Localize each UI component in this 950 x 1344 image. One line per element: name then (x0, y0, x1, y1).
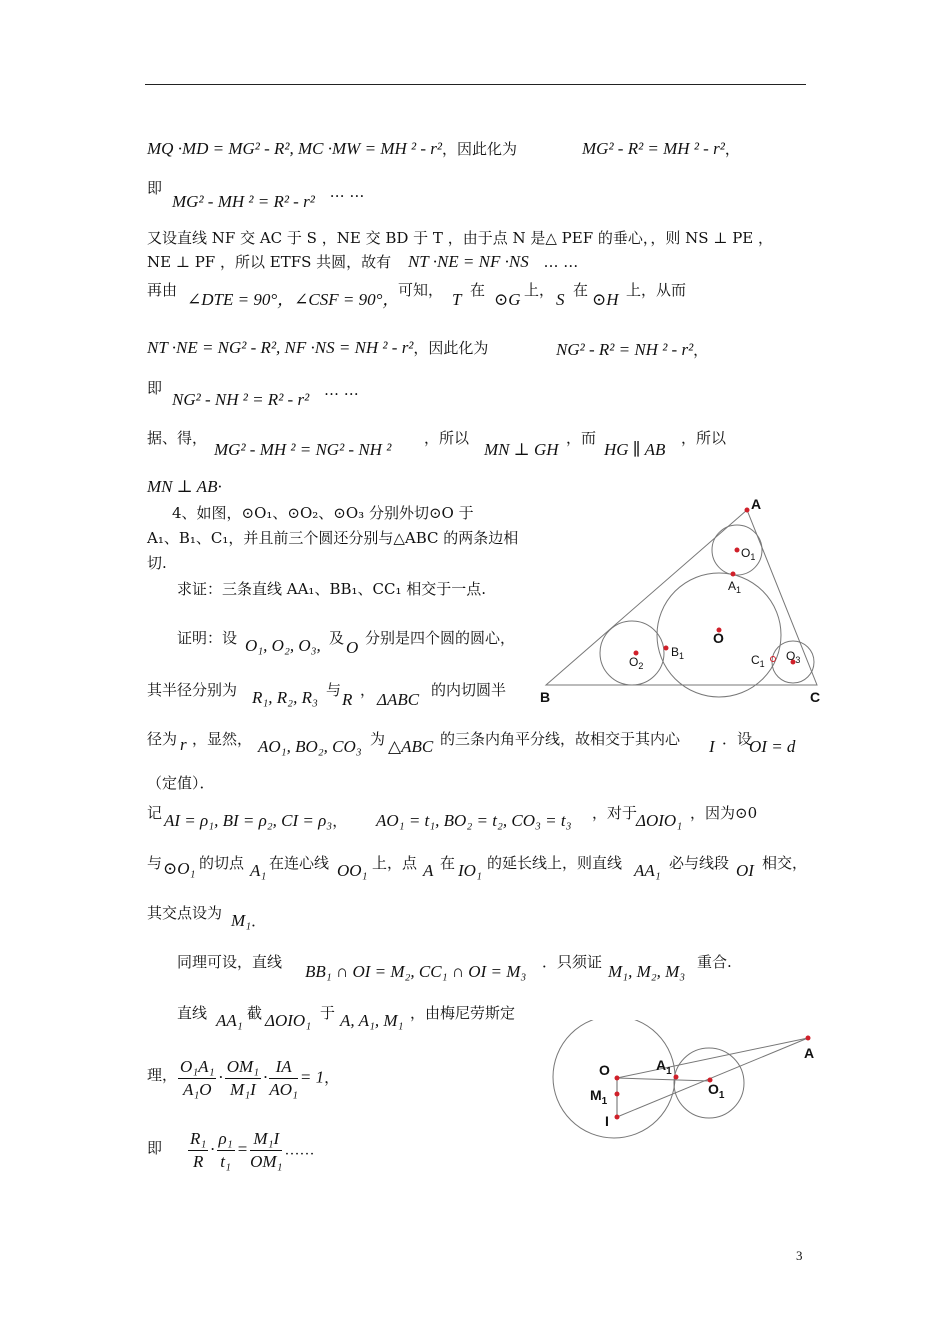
point-a1 (674, 1075, 679, 1080)
formula: △ABC (388, 737, 434, 756)
text: ．设 (722, 730, 753, 748)
formula: M₁, M₂, M₃ (608, 962, 686, 981)
text-line (573, 280, 588, 300)
proof-line (360, 680, 375, 700)
formula: M₁ (231, 911, 252, 930)
formula: S (556, 290, 565, 309)
formula: HG ∥ AB (604, 440, 666, 459)
proof-line (762, 853, 807, 873)
formula: OI = d (749, 737, 796, 756)
label-a: A (804, 1045, 815, 1061)
label-o3: $O_3$ (786, 649, 801, 665)
label-a1: $A_1$ (656, 1057, 672, 1077)
text: A₁、B₁、C₁，并且前三个圆还分别与△ABC 的两条边相 (147, 529, 519, 547)
proof-line (749, 737, 795, 757)
page-number: 3 (796, 1248, 803, 1263)
denominator: M₁I (230, 1080, 256, 1099)
proof-line (163, 859, 195, 879)
formula: BB₁ ∩ OI = M₂, CC₁ ∩ OI = M₃ (305, 962, 527, 981)
problem-line (147, 553, 167, 573)
formula: AI = ρ₁, BI = ρ₂, CI = ρ₃ (164, 811, 333, 830)
text: 上，点 (372, 854, 418, 872)
text: 可知， (398, 281, 444, 299)
formula: NG² - NH ² = R² - r² (172, 390, 310, 409)
proof-line (180, 735, 187, 755)
formula: MN ⊥ GH (484, 440, 559, 459)
proof-line (320, 1003, 335, 1023)
proof-line (329, 628, 344, 648)
line-m1-o1 (617, 1078, 710, 1081)
proof-line (342, 690, 352, 710)
text-line (681, 428, 726, 448)
formula: A, A₁, M₁ (340, 1011, 404, 1030)
text: 其交点设为 (147, 904, 223, 922)
proof-line (340, 1011, 403, 1031)
label-a1: $A_1$ (728, 579, 742, 595)
numerator: M₁I (250, 1128, 282, 1151)
formula: R₁, R₂, R₃ (252, 688, 318, 707)
text: ，显然， (192, 730, 253, 748)
proof-line (669, 853, 729, 873)
text-line (398, 280, 443, 300)
fraction (178, 1056, 216, 1101)
numerator: OM₁ (225, 1056, 261, 1079)
text: 切. (147, 554, 167, 572)
proof-line (147, 1138, 162, 1158)
denominator: OM₁ (250, 1152, 283, 1171)
formula: ΔABC (377, 690, 420, 709)
text-line (484, 440, 559, 460)
text: 4、如图，⊙O₁、⊙O₂、⊙O₃ 分别外切⊙O 于 (172, 504, 474, 522)
formula: MN ⊥ AB· (147, 477, 222, 496)
label-o1: $O_1$ (708, 1081, 725, 1101)
label-c1: $C_1$ (751, 653, 765, 669)
formula: NT ·NE = NF ·NS (407, 252, 529, 271)
point-a (745, 508, 750, 513)
fraction (188, 1128, 208, 1173)
formula: IO₁ (458, 861, 482, 880)
proof-line (164, 811, 347, 831)
text-line (424, 428, 469, 448)
text-line (147, 428, 207, 448)
proof-line (709, 737, 715, 757)
proof-line (265, 1011, 311, 1031)
proof-line (250, 861, 266, 881)
text: ， (332, 812, 348, 830)
text: 必与线段 (669, 854, 730, 872)
proof-line (636, 811, 682, 831)
text: 理， (147, 1066, 178, 1084)
proof-line (365, 628, 515, 648)
formula: ΔOIO₁ (265, 1011, 312, 1030)
text: 的切点 (199, 854, 245, 872)
proof-line (431, 680, 506, 700)
label-m1: $M_1$ (590, 1087, 608, 1107)
text: 据、得， (147, 429, 208, 447)
text: 为 (370, 730, 386, 748)
point-a1 (731, 572, 736, 577)
text: ．只须证 (542, 953, 603, 971)
text: 即 (147, 179, 163, 197)
formula: ΔOIO₁ (636, 811, 683, 830)
proof-line (376, 811, 571, 831)
text-line (556, 290, 565, 310)
proof-line (216, 1011, 243, 1031)
text: ，而 (566, 429, 597, 447)
text: ，所以 (681, 429, 727, 447)
menelaus-equation: $\frac{\text{O₁A₁}}{\text{A₁O}}$ · $\frac{\text{OM₁}}{\text{M₁I}}$ · $\frac{IA}{\text{AO₁}}$ = 1， (180, 1057, 340, 1099)
text: 记 (147, 804, 163, 822)
proof-line (372, 853, 417, 873)
point-a (806, 1036, 811, 1041)
denominator: R (192, 1152, 204, 1171)
text-line (147, 378, 162, 398)
proof-line (326, 680, 341, 700)
text: 重合. (697, 953, 732, 971)
proof-line (192, 729, 252, 749)
text: 上， (524, 281, 555, 299)
proof-line (147, 729, 177, 749)
text: 即 (147, 1139, 163, 1157)
text-line (187, 290, 399, 310)
text: ，因此化为 (413, 339, 489, 357)
formula: OO₁ (337, 861, 368, 880)
proof-line (305, 962, 526, 982)
text: 及 (329, 629, 345, 647)
text-line (452, 290, 461, 310)
fraction (269, 1056, 298, 1101)
formula: T (452, 290, 462, 309)
label-b1: $B_1$ (671, 645, 685, 661)
text-line (566, 428, 596, 448)
text-line (582, 139, 740, 159)
proof-line (199, 853, 244, 873)
point-o1 (735, 548, 740, 553)
numerator: IA (269, 1056, 298, 1079)
denominator: A₁O (182, 1080, 212, 1099)
header-rule (145, 84, 806, 85)
proof-line (690, 803, 757, 823)
proof-line (410, 1003, 515, 1023)
text-line (147, 139, 517, 159)
text: 在 (470, 281, 486, 299)
proof-line (258, 737, 362, 757)
proof-line (147, 680, 237, 700)
text-line (556, 340, 708, 360)
label-o1: $O_1$ (741, 546, 756, 562)
formula: R (342, 690, 353, 709)
proof-line (592, 803, 637, 823)
proof-line (252, 688, 318, 708)
formula: r (180, 735, 187, 754)
proof-line (177, 628, 237, 648)
label-o: O (713, 630, 724, 646)
label-c: C (810, 689, 821, 705)
text: ，所以 (424, 429, 470, 447)
ellipsis: … … (329, 183, 365, 201)
formula: AA₁ (216, 1011, 243, 1030)
proof-line (370, 729, 385, 749)
formula: I (709, 737, 715, 756)
formula: ∠DTE = 90°，∠CSF = 90°， (187, 290, 400, 309)
formula: AA₁ (634, 861, 661, 880)
formula: MG² - R² = MH ² - r² (582, 139, 725, 158)
text: 的延长线上，则直线 (487, 854, 623, 872)
formula: ⊙H (592, 290, 619, 309)
text: 分别是四个圆的圆心， (365, 629, 516, 647)
text: 求证：三条直线 AA₁、BB₁、CC₁ 相交于一点. (177, 580, 487, 598)
formula: AO₁ = t₁, BO₂ = t₂, CO₃ = t₃ (376, 811, 572, 830)
text: ， (324, 1070, 340, 1087)
problem-line (172, 503, 474, 523)
text-line (626, 280, 686, 300)
problem-line (177, 579, 486, 599)
text: 截 (247, 1004, 263, 1022)
label-i: I (605, 1113, 609, 1129)
text-line (147, 228, 773, 248)
formula: MG² - MH ² = R² - r² (172, 192, 315, 211)
ratio-equation: $\frac{\text{R₁}}{R}$ · $\frac{\text{ρ₁}}{\text{t₁}}$ = $\frac{\text{M₁I}}{\text{OM₁}}$ …… (190, 1129, 315, 1171)
formula: NT ·NE = NG² - R², NF ·NS = NH ² - r² (147, 338, 414, 357)
text-line (147, 178, 162, 198)
text: 与 (147, 854, 163, 872)
text: 即 (147, 379, 163, 397)
ellipsis: …… (284, 1142, 315, 1159)
proof-line (377, 690, 419, 710)
proof-line (634, 861, 661, 881)
text-line (470, 280, 485, 300)
text-line (147, 338, 488, 358)
formula: MG² - MH ² = NG² - NH ² (214, 440, 392, 459)
ellipsis: … … (323, 381, 359, 399)
text: ，由梅尼劳斯定 (410, 1004, 516, 1022)
text: 直线 (177, 1004, 208, 1022)
text: 再由 (147, 281, 178, 299)
formula: A (423, 861, 434, 880)
proof-line (440, 729, 680, 749)
formula: OI (736, 861, 754, 880)
proof-line (423, 861, 433, 881)
text: ，对于 (592, 804, 638, 822)
label-o2: $O_2$ (629, 655, 644, 671)
numerator: R₁ (188, 1128, 208, 1151)
proof-line (245, 636, 321, 656)
formula: MQ ·MD = MG² - R², MC ·MW = MH ² - r² (147, 139, 442, 158)
figure-menelaus (550, 1020, 830, 1150)
text: 又设直线 NF 交 AC 于 S ，NE 交 BD 于 T ，由于点 N 是△ PEF 的垂心，，则 NS ⊥ PE ， (147, 229, 774, 247)
line-o-a (617, 1038, 808, 1078)
text: ，因为⊙0 (690, 804, 758, 822)
formula: AO₁, BO₂, CO₃ (258, 737, 362, 756)
point-m1 (615, 1092, 620, 1097)
text-line (172, 183, 365, 212)
text: 与 (326, 681, 342, 699)
text-line (147, 477, 222, 497)
proof-line (147, 1065, 177, 1085)
text-line (147, 252, 578, 272)
proof-line (147, 903, 222, 923)
figure-triangle-circles (530, 490, 840, 710)
label-a: A (751, 496, 762, 512)
text: 证明：设 (177, 629, 238, 647)
proof-line (147, 853, 162, 873)
proof-line (147, 803, 162, 823)
point-i (615, 1115, 620, 1120)
point-b1 (664, 646, 669, 651)
text-line (592, 290, 619, 310)
proof-line (608, 962, 685, 982)
proof-line (337, 861, 367, 881)
proof-line (177, 952, 282, 972)
proof-line (247, 1003, 262, 1023)
text: ，因此化为 (441, 140, 517, 158)
denominator: AO₁ (269, 1080, 298, 1099)
text: 上，从而 (626, 281, 687, 299)
problem-line (147, 528, 518, 548)
formula: = 1 (299, 1067, 325, 1087)
text: 在 (440, 854, 456, 872)
text: ， (724, 140, 740, 158)
text-line (524, 280, 554, 300)
ellipsis: … … (543, 253, 579, 271)
formula: O (346, 638, 359, 657)
text: ， (693, 341, 709, 359)
formula: A₁ (250, 861, 267, 880)
numerator: ρ₁ (217, 1128, 235, 1151)
proof-line (346, 638, 358, 658)
proof-line (722, 729, 752, 749)
label-b: B (540, 689, 551, 705)
text: NE ⊥ PF ，所以 ETFS 共圆，故有 (147, 253, 392, 271)
numerator: O₁A₁ (178, 1056, 216, 1079)
text-line (147, 280, 177, 300)
proof-line (736, 861, 754, 881)
proof-line (458, 861, 482, 881)
text: 其半径分别为 (147, 681, 238, 699)
text: 在连心线 (269, 854, 330, 872)
proof-line (177, 1003, 207, 1023)
text-line (604, 440, 665, 460)
text: ． (251, 912, 267, 930)
point-o (615, 1076, 620, 1081)
text: 径为 (147, 730, 178, 748)
text: 于 (320, 1004, 336, 1022)
fraction (225, 1056, 261, 1101)
proof-line (487, 853, 622, 873)
text: 同理可设，直线 (177, 953, 283, 971)
text: 相交， (762, 854, 808, 872)
fraction (217, 1128, 235, 1173)
text-line (494, 290, 521, 310)
proof-line (388, 737, 433, 757)
proof-line (231, 911, 266, 931)
formula: ⊙G (494, 290, 521, 309)
text: ， (360, 681, 376, 699)
text-line (172, 381, 359, 410)
proof-line (269, 853, 329, 873)
text: 的三条内角平分线，故相交于其内心 (440, 730, 681, 748)
circle-o2 (600, 621, 664, 685)
text: 在 (573, 281, 589, 299)
formula: O₁, O₂, O₃, (245, 636, 321, 655)
label-o: O (599, 1062, 610, 1078)
text: 的内切圆半 (431, 681, 507, 699)
fraction (250, 1128, 282, 1173)
proof-line (542, 952, 602, 972)
formula: NG² - R² = NH ² - r² (556, 340, 694, 359)
formula: ⊙O₁ (163, 859, 196, 878)
text-line (214, 440, 391, 460)
text: （定值）． (147, 774, 215, 792)
line-i-a (617, 1038, 808, 1117)
denominator: t₁ (220, 1152, 231, 1171)
proof-line (440, 853, 455, 873)
proof-line (697, 952, 732, 972)
proof-line (147, 773, 215, 793)
